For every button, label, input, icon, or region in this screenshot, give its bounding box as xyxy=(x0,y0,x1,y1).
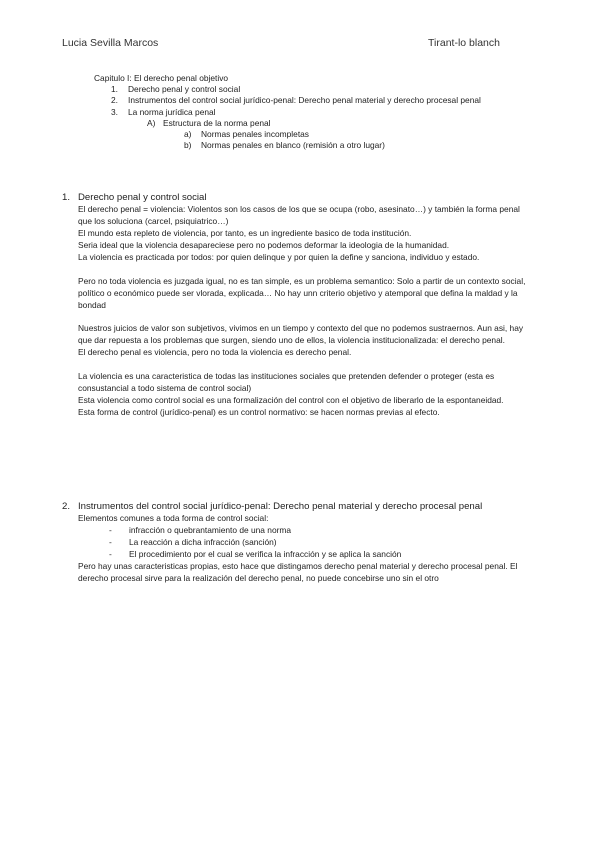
list-item-text: La reacción a dicha infracción (sanción) xyxy=(129,537,277,548)
toc-item-number: 1. xyxy=(111,84,118,95)
bullet-dash: - xyxy=(109,537,112,548)
section-1 xyxy=(62,192,532,419)
paragraph: La violencia es una caracteristica de todas las instituciones sociales que pretenden defender o proteger (esta es consustancial a todo sistema de control social) xyxy=(78,371,495,394)
section-title: Derecho penal y control social xyxy=(78,192,207,203)
paragraph: Elementos comunes a toda forma de control social: xyxy=(78,513,269,524)
toc-item xyxy=(94,107,534,118)
paragraph: Pero hay unas caracteristicas propias, esto hace que distingamos derecho penal material y derecho procesal penal. El derecho procesal sirve para la realización del derecho penal, no puede concebirse uno sin el otro xyxy=(78,560,518,583)
list-item-text: infracción o quebrantamiento de una norma xyxy=(129,525,292,536)
toc-subsubitem xyxy=(184,129,534,140)
toc-subitem-number: A) xyxy=(147,117,156,128)
paragraph: El mundo esta repleto de violencia, por tanto, es un ingrediente basico de toda institución. xyxy=(78,228,412,239)
toc-item-text: Instrumentos del control social jurídico-penal: Derecho penal material y derecho procesal penal xyxy=(128,95,481,106)
toc-item xyxy=(94,95,534,106)
section-2 xyxy=(62,501,532,585)
toc-subsubitem-number: b) xyxy=(184,140,192,151)
toc-subitem-text: Estructura de la norma penal xyxy=(163,117,271,128)
section-heading xyxy=(62,501,532,513)
toc-subsubitem-text: Normas penales en blanco (remisión a otro lugar) xyxy=(201,140,385,151)
toc-item xyxy=(94,84,534,95)
toc-chapter: Capitulo I: El derecho penal objetivo xyxy=(94,73,229,83)
paragraph: Pero no toda violencia es juzgada igual, no es tan simple, es un problema semantico: Solo a partir de un contexto social, político o económico puede ser vlorada, explicada… No hay unn criterio objetivo y atemporal que defina la maldad y la bondad xyxy=(78,275,526,310)
list-item xyxy=(109,525,532,537)
section-heading xyxy=(62,192,532,204)
paragraph: Esta forma de control (jurídico-penal) es un control normativo: se hacen normas previas al efecto. xyxy=(78,406,440,417)
list-item xyxy=(109,537,532,549)
header-publisher: Tirant-lo blanch xyxy=(428,37,500,49)
section-number: 1. xyxy=(62,192,71,203)
paragraph: Nuestros juicios de valor son subjetivos, vivimos en un tiempo y contexto del que no podemos sustraernos. Aun asi, hay que dar repuesta a los problemas que surgen, siendo uno de ellos, la violencia institucionalizada: el derecho penal. xyxy=(78,323,524,346)
list-item xyxy=(109,549,532,561)
toc-subsubitem-text: Normas penales incompletas xyxy=(201,129,309,140)
toc-subitem xyxy=(147,118,534,129)
paragraph: El derecho penal es violencia, pero no toda la violencia es derecho penal. xyxy=(78,347,352,358)
bullet-dash: - xyxy=(109,525,112,536)
toc-item-text: Derecho penal y control social xyxy=(128,84,241,95)
section-title: Instrumentos del control social jurídico-penal: Derecho penal material y derecho procesal penal xyxy=(78,501,483,512)
toc-item-text: La norma jurídica penal xyxy=(128,106,216,117)
toc-subsubitem xyxy=(184,140,534,151)
section-body xyxy=(78,204,532,419)
toc-subsubitem-number: a) xyxy=(184,129,192,140)
list-item-text: El procedimiento por el cual se verifica la infracción y se aplica la sanción xyxy=(129,548,402,559)
paragraph: Seria ideal que la violencia desapareciese pero no podemos deformar la ideologia de la humanidad. xyxy=(78,239,450,250)
section-number: 2. xyxy=(62,501,71,512)
paragraph: La violencia es practicada por todos: por quien delinque y por quien la define y sanciona, individuo y estado. xyxy=(78,251,480,262)
paragraph: El derecho penal = violencia: Violentos son los casos de los que se ocupa (robo, asesinato…) y también la forma penal que los soluciona (carcel, psiquiatrico…) xyxy=(78,204,520,227)
toc-item-number: 2. xyxy=(111,95,118,106)
paragraph: Esta violencia como control social es una formalización del control con el objetivo de liberarlo de la espontaneidad. xyxy=(78,394,504,405)
section-body xyxy=(78,513,532,584)
bullet-dash: - xyxy=(109,548,112,559)
header-author: Lucia Sevilla Marcos xyxy=(62,37,159,49)
toc-item-number: 3. xyxy=(111,106,118,117)
table-of-contents xyxy=(94,73,534,151)
